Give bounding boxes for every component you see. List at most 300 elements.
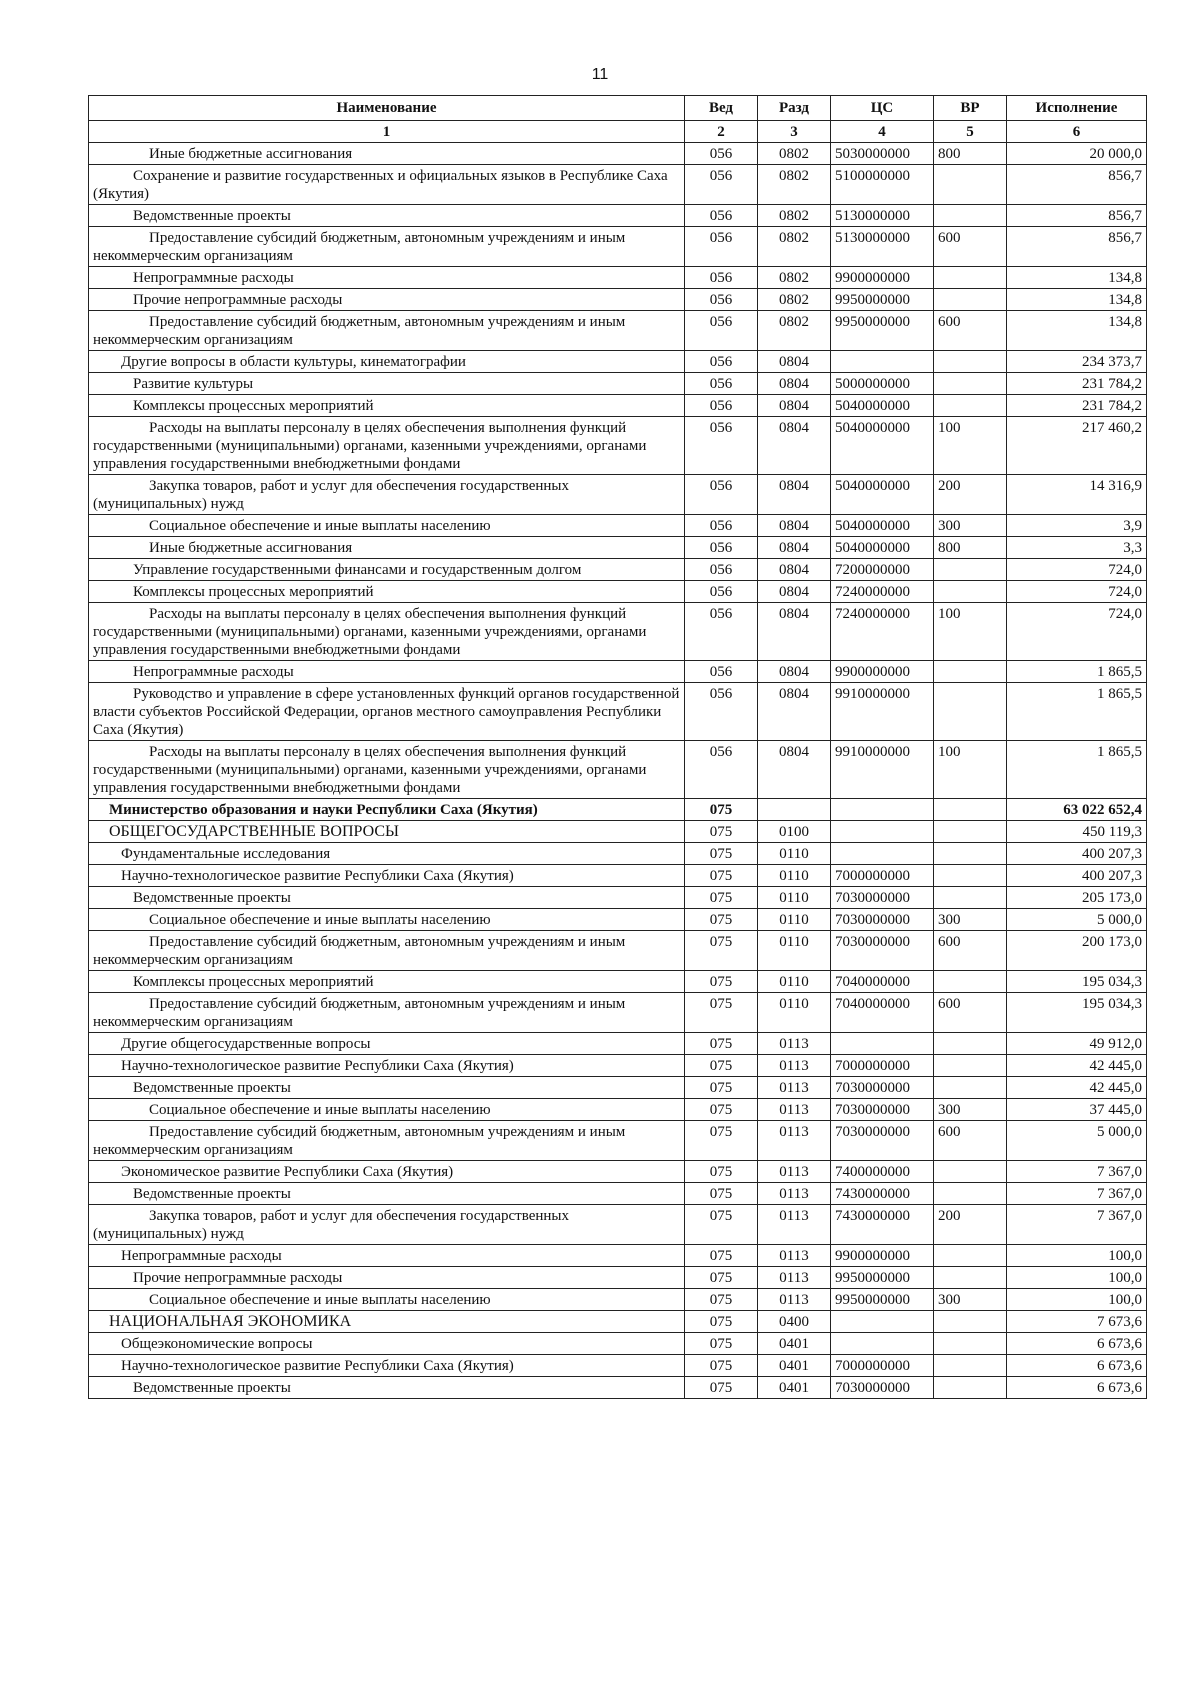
- row-razd-cell: 0113: [758, 1121, 831, 1161]
- row-ved-cell: 056: [685, 373, 758, 395]
- row-vr-cell: 600: [934, 227, 1007, 267]
- row-amount-cell: 37 445,0: [1007, 1099, 1147, 1121]
- table-row: [89, 227, 1147, 267]
- row-razd-cell: 0804: [758, 741, 831, 799]
- row-razd-cell: 0113: [758, 1245, 831, 1267]
- row-amount-cell: 7 673,6: [1007, 1311, 1147, 1333]
- row-ved-cell: 056: [685, 205, 758, 227]
- row-razd-cell: 0113: [758, 1205, 831, 1245]
- column-number: 3: [758, 121, 831, 143]
- row-cs-cell: 7000000000: [831, 1355, 934, 1377]
- row-razd-cell: 0804: [758, 537, 831, 559]
- row-razd-cell: 0802: [758, 143, 831, 165]
- row-razd-cell: 0110: [758, 971, 831, 993]
- row-razd-cell: 0802: [758, 311, 831, 351]
- row-amount-cell: 856,7: [1007, 165, 1147, 205]
- row-amount-cell: 724,0: [1007, 603, 1147, 661]
- row-name-cell: Сохранение и развитие государственных и официальных языков в Республике Саха (Якутия): [89, 165, 685, 205]
- row-name-cell: Общеэкономические вопросы: [89, 1333, 685, 1355]
- row-razd-cell: 0110: [758, 887, 831, 909]
- row-cs-cell: 5040000000: [831, 417, 934, 475]
- row-vr-cell: [934, 267, 1007, 289]
- row-vr-cell: [934, 205, 1007, 227]
- header-name: Наименование: [89, 96, 685, 121]
- row-ved-cell: 075: [685, 1289, 758, 1311]
- row-cs-cell: 9900000000: [831, 661, 934, 683]
- row-razd-cell: 0110: [758, 909, 831, 931]
- row-ved-cell: 056: [685, 515, 758, 537]
- table-row: [89, 1099, 1147, 1121]
- row-vr-cell: [934, 1267, 1007, 1289]
- row-ved-cell: 075: [685, 1033, 758, 1055]
- row-name-cell: Другие общегосударственные вопросы: [89, 1033, 685, 1055]
- row-name-cell: ОБЩЕГОСУДАРСТВЕННЫЕ ВОПРОСЫ: [89, 821, 685, 843]
- row-ved-cell: 075: [685, 1077, 758, 1099]
- row-razd-cell: 0804: [758, 395, 831, 417]
- table-row: [89, 1205, 1147, 1245]
- budget-table: [88, 95, 1147, 1399]
- row-razd-cell: 0804: [758, 559, 831, 581]
- row-cs-cell: 7200000000: [831, 559, 934, 581]
- row-vr-cell: [934, 395, 1007, 417]
- table-row: [89, 289, 1147, 311]
- row-vr-cell: 600: [934, 993, 1007, 1033]
- table-row: [89, 1055, 1147, 1077]
- row-ved-cell: 075: [685, 1333, 758, 1355]
- row-cs-cell: 5040000000: [831, 475, 934, 515]
- row-ved-cell: 075: [685, 865, 758, 887]
- row-ved-cell: 075: [685, 1099, 758, 1121]
- row-vr-cell: [934, 1161, 1007, 1183]
- row-name-cell: Фундаментальные исследования: [89, 843, 685, 865]
- row-vr-cell: [934, 971, 1007, 993]
- row-razd-cell: 0802: [758, 165, 831, 205]
- row-vr-cell: [934, 165, 1007, 205]
- row-ved-cell: 056: [685, 537, 758, 559]
- table-row: [89, 843, 1147, 865]
- row-razd-cell: 0804: [758, 581, 831, 603]
- row-vr-cell: 200: [934, 475, 1007, 515]
- row-vr-cell: 800: [934, 537, 1007, 559]
- row-amount-cell: 100,0: [1007, 1245, 1147, 1267]
- row-ved-cell: 056: [685, 661, 758, 683]
- row-name-cell: Социальное обеспечение и иные выплаты населению: [89, 1289, 685, 1311]
- row-cs-cell: 7040000000: [831, 971, 934, 993]
- row-vr-cell: [934, 1183, 1007, 1205]
- row-vr-cell: 600: [934, 1121, 1007, 1161]
- row-cs-cell: 5040000000: [831, 537, 934, 559]
- row-cs-cell: 7030000000: [831, 1077, 934, 1099]
- row-name-cell: Прочие непрограммные расходы: [89, 1267, 685, 1289]
- row-ved-cell: 075: [685, 1161, 758, 1183]
- row-vr-cell: [934, 1311, 1007, 1333]
- row-name-cell: Непрограммные расходы: [89, 661, 685, 683]
- table-row: [89, 971, 1147, 993]
- row-ved-cell: 056: [685, 143, 758, 165]
- header-amount: Исполнение: [1007, 96, 1147, 121]
- row-cs-cell: 7430000000: [831, 1205, 934, 1245]
- row-cs-cell: 9950000000: [831, 1267, 934, 1289]
- header-row: [89, 96, 1147, 121]
- row-name-cell: НАЦИОНАЛЬНАЯ ЭКОНОМИКА: [89, 1311, 685, 1333]
- row-amount-cell: 49 912,0: [1007, 1033, 1147, 1055]
- table-row: [89, 1267, 1147, 1289]
- column-number: 5: [934, 121, 1007, 143]
- row-name-cell: Расходы на выплаты персоналу в целях обеспечения выполнения функций государственными (муниципальными) органами, казенными учреждениями, органами управления государственными внебюджетными фондами: [89, 603, 685, 661]
- row-ved-cell: 056: [685, 267, 758, 289]
- row-amount-cell: 42 445,0: [1007, 1077, 1147, 1099]
- row-name-cell: Руководство и управление в сфере установленных функций органов государственной власти субъектов Российской Федерации, органов местного самоуправления Республики Саха (Якутия): [89, 683, 685, 741]
- column-number: 4: [831, 121, 934, 143]
- row-cs-cell: 5030000000: [831, 143, 934, 165]
- row-amount-cell: 856,7: [1007, 227, 1147, 267]
- header-ved: Вед: [685, 96, 758, 121]
- row-razd-cell: 0113: [758, 1183, 831, 1205]
- row-vr-cell: 300: [934, 1289, 1007, 1311]
- row-amount-cell: 134,8: [1007, 267, 1147, 289]
- row-ved-cell: 075: [685, 1377, 758, 1399]
- row-razd-cell: 0802: [758, 267, 831, 289]
- row-name-cell: Непрограммные расходы: [89, 1245, 685, 1267]
- table-row: [89, 559, 1147, 581]
- row-razd-cell: 0804: [758, 661, 831, 683]
- row-amount-cell: 6 673,6: [1007, 1355, 1147, 1377]
- row-cs-cell: 5130000000: [831, 205, 934, 227]
- table-row: [89, 799, 1147, 821]
- row-amount-cell: 6 673,6: [1007, 1333, 1147, 1355]
- row-razd-cell: 0804: [758, 603, 831, 661]
- row-cs-cell: 9950000000: [831, 1289, 934, 1311]
- row-amount-cell: 42 445,0: [1007, 1055, 1147, 1077]
- row-ved-cell: 075: [685, 1311, 758, 1333]
- table-row: [89, 741, 1147, 799]
- row-vr-cell: [934, 661, 1007, 683]
- row-razd-cell: 0110: [758, 865, 831, 887]
- row-vr-cell: 800: [934, 143, 1007, 165]
- row-ved-cell: 075: [685, 971, 758, 993]
- row-razd-cell: 0100: [758, 821, 831, 843]
- row-cs-cell: 7430000000: [831, 1183, 934, 1205]
- row-razd-cell: 0110: [758, 993, 831, 1033]
- row-ved-cell: 056: [685, 351, 758, 373]
- row-razd-cell: 0113: [758, 1077, 831, 1099]
- row-name-cell: Предоставление субсидий бюджетным, автономным учреждениям и иным некоммерческим организациям: [89, 931, 685, 971]
- row-name-cell: Развитие культуры: [89, 373, 685, 395]
- row-ved-cell: 056: [685, 165, 758, 205]
- table-row: [89, 1355, 1147, 1377]
- row-ved-cell: 075: [685, 931, 758, 971]
- table-row: [89, 395, 1147, 417]
- table-row: [89, 1077, 1147, 1099]
- row-cs-cell: 7030000000: [831, 1121, 934, 1161]
- row-vr-cell: 200: [934, 1205, 1007, 1245]
- row-amount-cell: 134,8: [1007, 289, 1147, 311]
- row-amount-cell: 450 119,3: [1007, 821, 1147, 843]
- row-name-cell: Иные бюджетные ассигнования: [89, 537, 685, 559]
- row-vr-cell: [934, 1077, 1007, 1099]
- row-ved-cell: 056: [685, 417, 758, 475]
- row-amount-cell: 20 000,0: [1007, 143, 1147, 165]
- row-cs-cell: 9900000000: [831, 1245, 934, 1267]
- row-vr-cell: [934, 799, 1007, 821]
- row-ved-cell: 056: [685, 395, 758, 417]
- row-amount-cell: 63 022 652,4: [1007, 799, 1147, 821]
- row-amount-cell: 100,0: [1007, 1267, 1147, 1289]
- row-ved-cell: 075: [685, 1245, 758, 1267]
- row-razd-cell: 0113: [758, 1161, 831, 1183]
- row-amount-cell: 200 173,0: [1007, 931, 1147, 971]
- row-name-cell: Закупка товаров, работ и услуг для обеспечения государственных (муниципальных) нужд: [89, 1205, 685, 1245]
- row-vr-cell: 600: [934, 931, 1007, 971]
- row-razd-cell: 0110: [758, 931, 831, 971]
- row-cs-cell: 7000000000: [831, 865, 934, 887]
- row-vr-cell: [934, 843, 1007, 865]
- row-cs-cell: [831, 821, 934, 843]
- row-razd-cell: 0401: [758, 1333, 831, 1355]
- row-amount-cell: 5 000,0: [1007, 909, 1147, 931]
- table-row: [89, 603, 1147, 661]
- row-amount-cell: 7 367,0: [1007, 1183, 1147, 1205]
- row-ved-cell: 075: [685, 843, 758, 865]
- row-vr-cell: [934, 683, 1007, 741]
- row-amount-cell: 724,0: [1007, 559, 1147, 581]
- row-amount-cell: 217 460,2: [1007, 417, 1147, 475]
- row-amount-cell: 234 373,7: [1007, 351, 1147, 373]
- row-cs-cell: 5040000000: [831, 395, 934, 417]
- table-body: [89, 143, 1147, 1399]
- row-cs-cell: 7030000000: [831, 887, 934, 909]
- row-cs-cell: 9910000000: [831, 741, 934, 799]
- table-row: [89, 931, 1147, 971]
- row-name-cell: Предоставление субсидий бюджетным, автономным учреждениям и иным некоммерческим организациям: [89, 311, 685, 351]
- row-ved-cell: 075: [685, 1267, 758, 1289]
- row-name-cell: Закупка товаров, работ и услуг для обеспечения государственных (муниципальных) нужд: [89, 475, 685, 515]
- table-row: [89, 515, 1147, 537]
- row-vr-cell: [934, 581, 1007, 603]
- row-name-cell: Управление государственными финансами и государственным долгом: [89, 559, 685, 581]
- row-amount-cell: 856,7: [1007, 205, 1147, 227]
- row-cs-cell: 5040000000: [831, 515, 934, 537]
- row-cs-cell: 7400000000: [831, 1161, 934, 1183]
- row-vr-cell: [934, 559, 1007, 581]
- column-number: 2: [685, 121, 758, 143]
- row-razd-cell: 0802: [758, 227, 831, 267]
- table-row: [89, 1377, 1147, 1399]
- row-razd-cell: 0802: [758, 205, 831, 227]
- table-row: [89, 1311, 1147, 1333]
- row-vr-cell: 100: [934, 603, 1007, 661]
- table-row: [89, 661, 1147, 683]
- row-ved-cell: 056: [685, 559, 758, 581]
- row-ved-cell: 075: [685, 821, 758, 843]
- row-vr-cell: [934, 887, 1007, 909]
- row-cs-cell: 9950000000: [831, 311, 934, 351]
- row-ved-cell: 075: [685, 1121, 758, 1161]
- row-cs-cell: [831, 843, 934, 865]
- row-amount-cell: 7 367,0: [1007, 1205, 1147, 1245]
- row-vr-cell: [934, 1055, 1007, 1077]
- row-vr-cell: [934, 1355, 1007, 1377]
- table-row: [89, 1121, 1147, 1161]
- row-name-cell: Непрограммные расходы: [89, 267, 685, 289]
- table-row: [89, 475, 1147, 515]
- row-name-cell: Ведомственные проекты: [89, 887, 685, 909]
- row-ved-cell: 075: [685, 909, 758, 931]
- row-amount-cell: 100,0: [1007, 1289, 1147, 1311]
- header-razd: Разд: [758, 96, 831, 121]
- row-vr-cell: [934, 865, 1007, 887]
- table-row: [89, 1333, 1147, 1355]
- table-row: [89, 581, 1147, 603]
- row-ved-cell: 075: [685, 1355, 758, 1377]
- table-row: [89, 205, 1147, 227]
- table-row: [89, 683, 1147, 741]
- row-name-cell: Социальное обеспечение и иные выплаты населению: [89, 515, 685, 537]
- row-amount-cell: 195 034,3: [1007, 993, 1147, 1033]
- row-vr-cell: 100: [934, 741, 1007, 799]
- row-cs-cell: 7000000000: [831, 1055, 934, 1077]
- row-cs-cell: 7030000000: [831, 1377, 934, 1399]
- row-amount-cell: 6 673,6: [1007, 1377, 1147, 1399]
- row-vr-cell: [934, 1333, 1007, 1355]
- row-name-cell: Научно-технологическое развитие Республики Саха (Якутия): [89, 1355, 685, 1377]
- table-row: [89, 351, 1147, 373]
- row-ved-cell: 056: [685, 289, 758, 311]
- row-cs-cell: [831, 1333, 934, 1355]
- row-name-cell: Предоставление субсидий бюджетным, автономным учреждениям и иным некоммерческим организациям: [89, 1121, 685, 1161]
- row-name-cell: Ведомственные проекты: [89, 1077, 685, 1099]
- table-row: [89, 537, 1147, 559]
- table-row: [89, 267, 1147, 289]
- row-amount-cell: 195 034,3: [1007, 971, 1147, 993]
- row-amount-cell: 7 367,0: [1007, 1161, 1147, 1183]
- row-name-cell: Ведомственные проекты: [89, 205, 685, 227]
- row-name-cell: Министерство образования и науки Республики Саха (Якутия): [89, 799, 685, 821]
- table-row: [89, 1183, 1147, 1205]
- row-ved-cell: 056: [685, 475, 758, 515]
- column-number: 1: [89, 121, 685, 143]
- row-amount-cell: 400 207,3: [1007, 865, 1147, 887]
- row-cs-cell: 7030000000: [831, 1099, 934, 1121]
- table-row: [89, 1245, 1147, 1267]
- row-vr-cell: [934, 351, 1007, 373]
- row-name-cell: Комплексы процессных мероприятий: [89, 395, 685, 417]
- row-vr-cell: 300: [934, 909, 1007, 931]
- row-cs-cell: 5100000000: [831, 165, 934, 205]
- row-vr-cell: 300: [934, 1099, 1007, 1121]
- row-name-cell: Научно-технологическое развитие Республики Саха (Якутия): [89, 1055, 685, 1077]
- row-amount-cell: 400 207,3: [1007, 843, 1147, 865]
- row-razd-cell: 0804: [758, 683, 831, 741]
- row-amount-cell: 724,0: [1007, 581, 1147, 603]
- row-razd-cell: 0113: [758, 1267, 831, 1289]
- row-ved-cell: 056: [685, 741, 758, 799]
- row-razd-cell: 0113: [758, 1055, 831, 1077]
- row-ved-cell: 075: [685, 887, 758, 909]
- row-ved-cell: 056: [685, 581, 758, 603]
- table-row: [89, 1289, 1147, 1311]
- row-razd-cell: 0113: [758, 1099, 831, 1121]
- row-name-cell: Комплексы процессных мероприятий: [89, 971, 685, 993]
- row-cs-cell: 5000000000: [831, 373, 934, 395]
- table-row: [89, 311, 1147, 351]
- row-amount-cell: 1 865,5: [1007, 683, 1147, 741]
- table-row: [89, 165, 1147, 205]
- row-name-cell: Прочие непрограммные расходы: [89, 289, 685, 311]
- row-vr-cell: 300: [934, 515, 1007, 537]
- row-razd-cell: 0110: [758, 843, 831, 865]
- table-row: [89, 821, 1147, 843]
- row-razd-cell: 0401: [758, 1377, 831, 1399]
- row-ved-cell: 075: [685, 1205, 758, 1245]
- row-name-cell: Ведомственные проекты: [89, 1377, 685, 1399]
- row-amount-cell: 205 173,0: [1007, 887, 1147, 909]
- row-amount-cell: 1 865,5: [1007, 661, 1147, 683]
- row-amount-cell: 231 784,2: [1007, 395, 1147, 417]
- row-vr-cell: 600: [934, 311, 1007, 351]
- row-vr-cell: 100: [934, 417, 1007, 475]
- table-row: [89, 865, 1147, 887]
- row-vr-cell: [934, 373, 1007, 395]
- row-vr-cell: [934, 821, 1007, 843]
- row-razd-cell: 0804: [758, 373, 831, 395]
- row-name-cell: Расходы на выплаты персоналу в целях обеспечения выполнения функций государственными (муниципальными) органами, казенными учреждениями, органами управления государственными внебюджетными фондами: [89, 741, 685, 799]
- row-amount-cell: 1 865,5: [1007, 741, 1147, 799]
- row-amount-cell: 231 784,2: [1007, 373, 1147, 395]
- table-row: [89, 1161, 1147, 1183]
- row-name-cell: Расходы на выплаты персоналу в целях обеспечения выполнения функций государственными (муниципальными) органами, казенными учреждениями, органами управления государственными внебюджетными фондами: [89, 417, 685, 475]
- row-name-cell: Комплексы процессных мероприятий: [89, 581, 685, 603]
- row-razd-cell: 0401: [758, 1355, 831, 1377]
- table-row: [89, 887, 1147, 909]
- row-name-cell: Предоставление субсидий бюджетным, автономным учреждениям и иным некоммерческим организациям: [89, 993, 685, 1033]
- row-amount-cell: 3,9: [1007, 515, 1147, 537]
- row-ved-cell: 056: [685, 603, 758, 661]
- row-amount-cell: 134,8: [1007, 311, 1147, 351]
- row-amount-cell: 5 000,0: [1007, 1121, 1147, 1161]
- column-number-row: [89, 121, 1147, 143]
- row-cs-cell: 7240000000: [831, 581, 934, 603]
- row-ved-cell: 056: [685, 683, 758, 741]
- row-razd-cell: 0804: [758, 475, 831, 515]
- row-name-cell: Научно-технологическое развитие Республики Саха (Якутия): [89, 865, 685, 887]
- row-razd-cell: 0400: [758, 1311, 831, 1333]
- table-row: [89, 993, 1147, 1033]
- row-cs-cell: [831, 799, 934, 821]
- row-razd-cell: 0802: [758, 289, 831, 311]
- row-cs-cell: 5130000000: [831, 227, 934, 267]
- row-name-cell: Предоставление субсидий бюджетным, автономным учреждениям и иным некоммерческим организациям: [89, 227, 685, 267]
- row-name-cell: Социальное обеспечение и иные выплаты населению: [89, 1099, 685, 1121]
- column-number: 6: [1007, 121, 1147, 143]
- row-ved-cell: 075: [685, 993, 758, 1033]
- row-cs-cell: 7240000000: [831, 603, 934, 661]
- row-ved-cell: 056: [685, 311, 758, 351]
- row-cs-cell: 7040000000: [831, 993, 934, 1033]
- row-razd-cell: 0113: [758, 1033, 831, 1055]
- row-name-cell: Социальное обеспечение и иные выплаты населению: [89, 909, 685, 931]
- row-name-cell: Ведомственные проекты: [89, 1183, 685, 1205]
- row-vr-cell: [934, 1033, 1007, 1055]
- row-vr-cell: [934, 1245, 1007, 1267]
- row-razd-cell: 0804: [758, 351, 831, 373]
- row-razd-cell: 0804: [758, 417, 831, 475]
- page-number: 11: [591, 66, 609, 83]
- row-vr-cell: [934, 1377, 1007, 1399]
- row-cs-cell: 7030000000: [831, 909, 934, 931]
- table-row: [89, 909, 1147, 931]
- row-vr-cell: [934, 289, 1007, 311]
